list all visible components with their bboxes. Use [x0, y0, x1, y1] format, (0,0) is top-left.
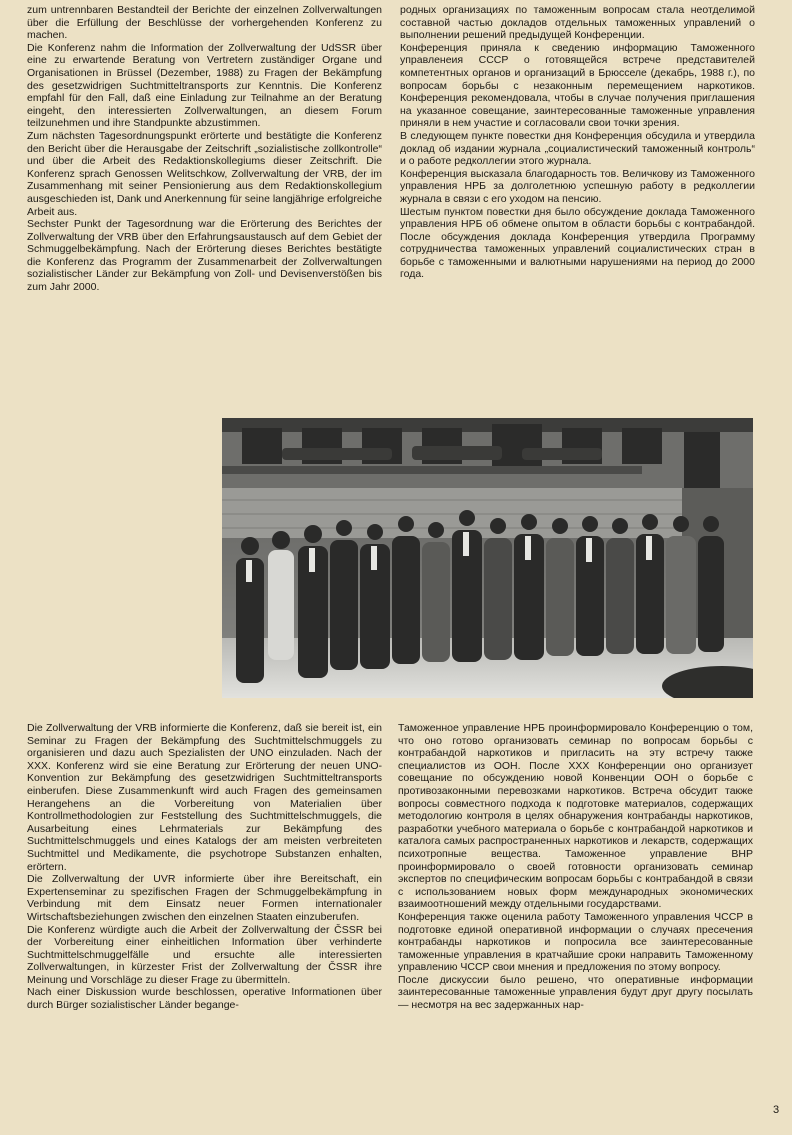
group-photo-image [222, 418, 753, 698]
paragraph: zum untrennbaren Bestandteil der Berichte der einzelnen Zollverwaltungen über die Erfüllung der Beschlüsse der vorhergehenden Konferenz zu machen. [27, 4, 382, 42]
paragraph: Die Zollverwaltung der VRB informierte die Konferenz, daß sie bereit ist, ein Seminar zu Fragen der Bekämpfung des Suchtmittelschmuggels zu organisieren und dazu auch Spezialisten der UNO einzuladen. Nach der XXX. Konferenz wird sie eine Beratung zur Erörterung der neuen UNO-Konvention zur Bekämpfung des gesetzwidrigen Suchtmitteltransports einberufen. Diese Zusammenkunft wird auch Fragen des gemeinsamen Herangehens an die Vorbereitung von Materialien über Kontrollmethodologien zur Feststellung des Suchtmittelschmuggels, die Ausarbeitung eines Lehrmaterials zur Bekämpfung des Suchtmittelschmuggels und eines Katalogs der am meisten verbreiteten Suchtmittel und Medikamente, die psychotrope Substanzen enhalten, erörtern. [27, 722, 382, 873]
paragraph: Zum nächsten Tagesordnungspunkt erörterte und bestätigte die Konferenz den Bericht über die Herausgabe der Zeitschrift „sozialistische zollkontrolle“ und über die Arbeit des Redaktionskollegiums dieser Zeitschrift. Die Konferenz sprach Genossen Welitschkow, Zollverwaltung der VRB, der im Zusammenhang mit seiner Pensionierung aus dem Redaktionskollegium ausgeschieden ist, Dank und Anerkennung für seine langjährige erfolgreiche Arbeit aus. [27, 129, 382, 218]
paragraph: родных организациях по таможенным вопросам стала неотделимой составной частью докладов отдельных таможенных управлений о выполнении решений предыдущей Конференции. [400, 4, 755, 42]
column-top-right [400, 4, 755, 392]
column-bottom-left [27, 722, 382, 1120]
paragraph: Nach einer Diskussion wurde beschlossen, operative Informationen über durch Bürger sozialistischer Länder begange- [27, 986, 382, 1012]
paragraph: Die Zollverwaltung der UVR informierte über ihre Bereitschaft, ein Expertenseminar zu spezifischen Fragen der Schmuggelbekämpfung in Verbindung mit dem Einsatz neuer Formen internationaler Wirtschaftsbeziehungen zwischen den einzelnen Staaten einzuberufen. [27, 873, 382, 923]
paragraph: После дискуссии было решено, что оперативные информации заинтересованные таможенные управления будут друг другу посылать — несмотря на вес задержанных нар- [398, 973, 753, 1012]
column-top-left [27, 4, 382, 392]
paragraph: Шестым пунктом повестки дня было обсуждение доклада Таможенного управления НРБ об обмене опытом в области борьбы с контрабандой. После обсуждения доклада Конференция утвердила Программу сотрудничества таможенных управлений социалистических стран в борьбе с таможенными и валютными нарушениями на период до 2000 года. [400, 205, 755, 281]
paragraph: Die Konferenz würdigte auch die Arbeit der Zollverwaltung der ČSSR bei der Vorbereitung einer einheitlichen Information über verhinderte Suchtmittelschmuggelfälle und ersuchte alle interessierten Zollverwaltungen, in kürzester Frist der Zollverwaltung der ČSSR ihre Meinung und Vorschläge zu dieser Frage zu übermitteln. [27, 923, 382, 986]
paragraph: Конференция приняла к сведению информацию Таможенного управленеия СССР о готовящейся встрече представителей компетентных органов и организаций в Брюсселе (декабрь, 1988 г.), по вопросам борьбы с незаконным перемещением наркотиков. Конференция рекомендовала, чтобы в случае получения приглашения на указанное совещание, заинтересованные таможенные управления приняли в нем участие и согласовали свои точки зрения. [400, 41, 755, 130]
page-number: 3 [773, 1104, 780, 1116]
column-bottom-right [398, 722, 753, 1120]
paragraph: В следующем пункте повестки дня Конференция обсудила и утвердила доклад об издании журнала „социалистический таможенный контроль“ и о работе редколлегии этого журнала. [400, 129, 755, 168]
paragraph: Die Konferenz nahm die Information der Zollverwaltung der UdSSR über eine zu erwartende Beratung von Vertretern zuständiger Organe und Organisationen in Brüssel (Dezember, 1988) zu Fragen der Bekämpfung des gesetzwidrigen Suchtmitteltransports zur Kenntnis. Die Konferenz empfahl für den Fall, daß eine Einladung zur Teilnahme an der Beratung eingeht, den interessierten Zollverwaltungen, an diesem Forum teilzunehmen und ihre Standpunkte abzustimmen. [27, 41, 382, 130]
paragraph: Конференция также оценила работу Таможенного управления ЧССР в подготовке единой оперативной информации о случаях пресечения контрабанды наркотиков и попросила все заинтересованные таможенные управления в кратчайшие сроки направить Таможенному управлению ЧССР свои мнения и предложения по этому вопросу. [398, 910, 753, 974]
paragraph: Таможенное управление НРБ проинформировало Конференцию о том, что оно готово организовать семинар по вопросам борьбы с контрабандой наркотиков и пригласить на эту встречу также специалистов из ООН. После XXX Конференции оно организует совещание по обсуждению новой Конвенции ООН о борьбе с противозаконными перевозками наркотиков. Встреча обсудит также вопросы совместного подхода к подготовке материалов, содержащих методологию контроля в целях обнаружения контрабанды наркотиков, разработки учебного материала о борьбе с контрабандой наркотиков и каталога самых распространенных наркотиков и лекарств, содержащих психотропные вещества. Таможенное управление ВНР проинформировало о своей готовности организовать семинар экспертов по специфическим вопросам борьбы с контрабандой в связи с использованием новых форм международных экономических взаимоотношений между отдельными государствами. [398, 722, 753, 911]
paragraph: Конференция высказала благодарность тов. Величкову из Таможенного управления НРБ за долголетнюю успешную работу в редколлегии журнала в связи с его уходом на пенсию. [400, 167, 755, 205]
group-photo [222, 418, 753, 698]
paragraph: Sechster Punkt der Tagesordnung war die Erörterung des Berichtes der Zollverwaltung der VRB über den Erfahrungsaustausch auf dem Gebiet der Schmuggelbekämpfung. Nach der Erörterung dieses Berichtes bestätigte die Konferenz das Programm der Zusammenarbeit der Zollverwaltungen sozialistischer Länder zur Bekämpfung von Zoll- und Devisenverstößen bis zum Jahr 2000. [27, 218, 382, 294]
